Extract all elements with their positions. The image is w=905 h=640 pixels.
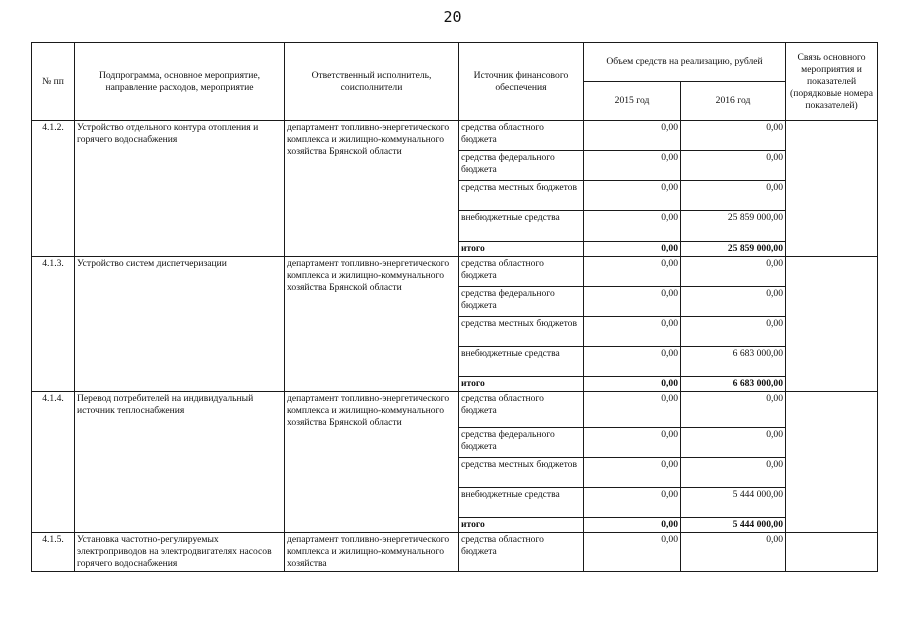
value-2016: 0,00 [681, 533, 786, 572]
total-label: итого [459, 242, 584, 257]
total-2015: 0,00 [584, 377, 681, 392]
value-2015: 0,00 [584, 211, 681, 242]
source-name: средства федерального бюджета [459, 428, 584, 458]
total-2016: 5 444 000,00 [681, 518, 786, 533]
link-cell [786, 392, 878, 533]
header-volume: Объем средств на реализацию, рублей [584, 43, 786, 82]
item-group [32, 257, 878, 392]
value-2015: 0,00 [584, 257, 681, 287]
item-executor: департамент топливно-энергетического комплекса и жилищно-коммунального хозяйства [285, 533, 459, 572]
source-name: средства местных бюджетов [459, 181, 584, 211]
item-number: 4.1.2. [32, 121, 75, 257]
source-name: средства областного бюджета [459, 392, 584, 428]
value-2016: 0,00 [681, 287, 786, 317]
header-year-2015: 2015 год [584, 82, 681, 121]
item-group [32, 121, 878, 257]
source-name: средства областного бюджета [459, 121, 584, 151]
budget-table [31, 42, 878, 572]
value-2016: 0,00 [681, 428, 786, 458]
value-2016: 0,00 [681, 458, 786, 488]
link-cell [786, 257, 878, 392]
source-name: средства федерального бюджета [459, 287, 584, 317]
source-name: средства областного бюджета [459, 533, 584, 572]
value-2015: 0,00 [584, 121, 681, 151]
item-group [32, 392, 878, 533]
value-2015: 0,00 [584, 181, 681, 211]
source-name: внебюджетные средства [459, 211, 584, 242]
page-number: 20 [443, 8, 462, 26]
total-2016: 6 683 000,00 [681, 377, 786, 392]
value-2015: 0,00 [584, 151, 681, 181]
total-2016: 25 859 000,00 [681, 242, 786, 257]
item-executor: департамент топливно-энергетического комплекса и жилищно-коммунального хозяйства Брянской области [285, 392, 459, 533]
source-name: средства местных бюджетов [459, 317, 584, 347]
value-2016: 0,00 [681, 151, 786, 181]
item-name: Устройство систем диспетчеризации [75, 257, 285, 392]
value-2015: 0,00 [584, 287, 681, 317]
value-2016: 0,00 [681, 257, 786, 287]
value-2015: 0,00 [584, 347, 681, 377]
value-2015: 0,00 [584, 317, 681, 347]
value-2015: 0,00 [584, 428, 681, 458]
item-number: 4.1.5. [32, 533, 75, 572]
item-name: Установка частотно-регулируемых электроприводов на электродвигателях насосов горячего водоснабжения [75, 533, 285, 572]
value-2016: 25 859 000,00 [681, 211, 786, 242]
item-executor: департамент топливно-энергетического комплекса и жилищно-коммунального хозяйства Брянской области [285, 121, 459, 257]
link-cell [786, 533, 878, 572]
value-2016: 6 683 000,00 [681, 347, 786, 377]
total-2015: 0,00 [584, 242, 681, 257]
link-cell [786, 121, 878, 257]
header-program: Подпрограмма, основное мероприятие, направление расходов, мероприятие [75, 43, 285, 121]
value-2016: 0,00 [681, 392, 786, 428]
total-label: итого [459, 377, 584, 392]
value-2015: 0,00 [584, 458, 681, 488]
item-number: 4.1.4. [32, 392, 75, 533]
total-2015: 0,00 [584, 518, 681, 533]
value-2016: 5 444 000,00 [681, 488, 786, 518]
source-name: средства местных бюджетов [459, 458, 584, 488]
item-name: Перевод потребителей на индивидуальный источник теплоснабжения [75, 392, 285, 533]
item-number: 4.1.3. [32, 257, 75, 392]
header-year-2016: 2016 год [681, 82, 786, 121]
value-2016: 0,00 [681, 121, 786, 151]
source-name: средства областного бюджета [459, 257, 584, 287]
value-2015: 0,00 [584, 488, 681, 518]
value-2016: 0,00 [681, 317, 786, 347]
value-2016: 0,00 [681, 181, 786, 211]
item-group [32, 533, 878, 572]
header-num: № пп [32, 43, 75, 121]
source-name: средства федерального бюджета [459, 151, 584, 181]
value-2015: 0,00 [584, 533, 681, 572]
header-executor: Ответственный исполнитель, соисполнители [285, 43, 459, 121]
source-name: внебюджетные средства [459, 347, 584, 377]
header-link: Связь основного мероприятия и показателей (порядковые номера показателей) [786, 43, 878, 121]
value-2015: 0,00 [584, 392, 681, 428]
item-name: Устройство отдельного контура отопления и горячего водоснабжения [75, 121, 285, 257]
source-name: внебюджетные средства [459, 488, 584, 518]
header-source: Источник финансового обеспечения [459, 43, 584, 121]
total-label: итого [459, 518, 584, 533]
item-executor: департамент топливно-энергетического комплекса и жилищно-коммунального хозяйства Брянской области [285, 257, 459, 392]
